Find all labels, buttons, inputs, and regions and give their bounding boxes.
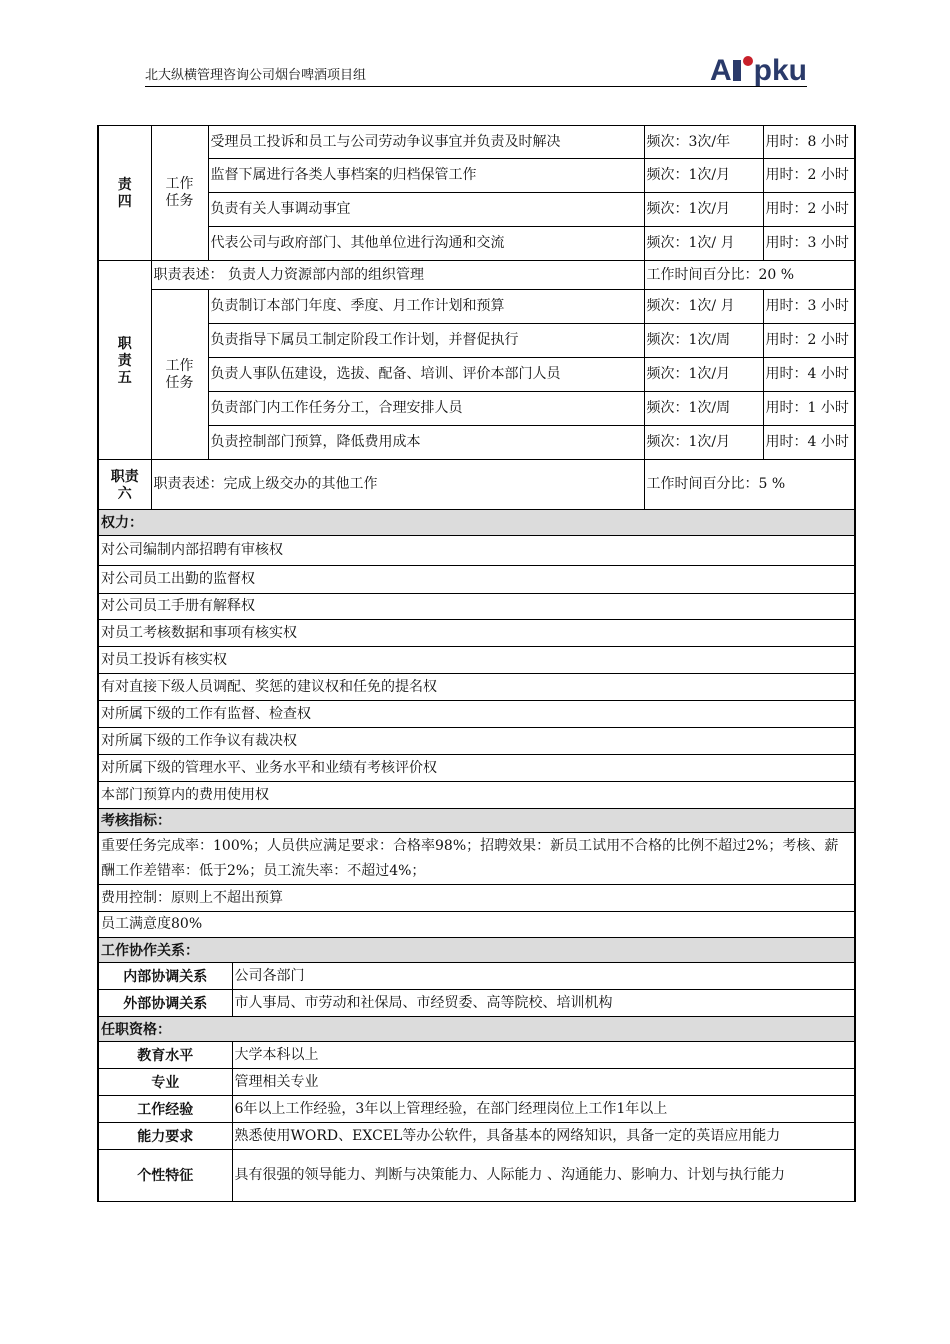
duty5-description: 职责表述： 负责人力资源部内部的组织管理 [151,261,644,290]
internal-coordination-value: 公司各部门 [232,963,855,990]
power-item [98,728,855,755]
duty4-task-text: 监督下属进行各类人事档案的归档保管工作 [208,159,644,193]
qualification-row [98,1069,855,1096]
power-item [98,701,855,728]
duty4-task-row [98,159,855,193]
power-item [98,620,855,647]
duty4-task-row [98,193,855,227]
kpi-item [98,885,855,912]
qualification-title: 任职资格： [98,1017,855,1042]
duty5-task-row [98,324,855,358]
duty5-desc-row [98,261,855,290]
power-title: 权力： [98,510,855,536]
duty5-task-freq: 频次：1次/ 月 [644,290,763,324]
duty5-task-row [98,426,855,460]
internal-coordination-label: 内部协调关系 [98,963,232,990]
duty5-task-text: 负责制订本部门年度、季度、月工作计划和预算 [208,290,644,324]
duty4-task-freq: 频次：1次/ 月 [644,227,763,261]
duty5-task-text: 负责指导下属员工制定阶段工作计划，并督促执行 [208,324,644,358]
power-item [98,594,855,620]
duty4-task-freq: 频次：1次/月 [644,159,763,193]
duty5-task-freq: 频次：1次/周 [644,392,763,426]
kpi-item-text: 费用控制：原则上不超出预算 [98,885,855,912]
duty5-task-text: 负责部门内工作任务分工，合理安排人员 [208,392,644,426]
cooperation-section-header [98,938,855,963]
duty5-task-row [98,358,855,392]
duty4-task-freq: 频次：3次/年 [644,126,763,159]
duty6-time-percent: 工作时间百分比：5 % [644,460,855,510]
power-item [98,647,855,674]
duty5-task-time: 用时：1 小时 [763,392,855,426]
power-item [98,674,855,701]
duty5-task-text: 负责控制部门预算，降低费用成本 [208,426,644,460]
qualification-section-header [98,1017,855,1042]
power-item-text: 有对直接下级人员调配、奖惩的建议权和任免的提名权 [98,674,855,701]
duty5-task-time: 用时：3 小时 [763,290,855,324]
power-item [98,566,855,594]
major-value: 管理相关专业 [232,1069,855,1096]
duty5-task-label: 工作任务 [151,290,208,460]
power-item-text: 对所属下级的工作有监督、检查权 [98,701,855,728]
duty6-description: 职责表述：完成上级交办的其他工作 [151,460,644,510]
duty4-task-text: 受理员工投诉和员工与公司劳动争议事宜并负责及时解决 [208,126,644,159]
duty4-task-freq: 频次：1次/月 [644,193,763,227]
power-item-text: 本部门预算内的费用使用权 [98,782,855,809]
major-label: 专业 [98,1069,232,1096]
duty6-row [98,460,855,510]
duty5-time-percent: 工作时间百分比：20 % [644,261,855,290]
ability-label: 能力要求 [98,1123,232,1150]
kpi-item [98,912,855,938]
power-item-text: 对所属下级的管理水平、业务水平和业绩有考核评价权 [98,755,855,782]
duty5-task-time: 用时：4 小时 [763,426,855,460]
job-description-table [97,125,856,1202]
external-coordination-label: 外部协调关系 [98,990,232,1017]
kpi-title: 考核指标： [98,809,855,833]
duty4-task-time: 用时：3 小时 [763,227,855,261]
cooperation-row [98,990,855,1017]
ability-value: 熟悉使用WORD、EXCEL等办公软件，具备基本的网络知识，具备一定的英语应用能力 [232,1123,855,1150]
page-header [145,54,807,87]
education-label: 教育水平 [98,1042,232,1069]
qualification-row [98,1150,855,1202]
duty5-task-time: 用时：2 小时 [763,324,855,358]
duty5-task-freq: 频次：1次/周 [644,324,763,358]
kpi-item-text: 员工满意度80% [98,912,855,938]
external-coordination-value: 市人事局、市劳动和社保局、市经贸委、高等院校、培训机构 [232,990,855,1017]
duty5-task-row [98,392,855,426]
power-section-header [98,510,855,536]
cooperation-title: 工作协作关系： [98,938,855,963]
duty4-task-time: 用时：8 小时 [763,126,855,159]
experience-value: 6年以上工作经验，3年以上管理经验，在部门经理岗位上工作1年以上 [232,1096,855,1123]
kpi-item-text: 重要任务完成率：100%；人员供应满足要求：合格率98%；招聘效果：新员工试用不合格的比例不超过2%；考核、薪酬工作差错率：低于2%；员工流失率：不超过4%； [98,833,855,885]
power-item [98,755,855,782]
personality-value: 具有很强的领导能力、判断与决策能力、人际能力 、沟通能力、影响力、计划与执行能力 [232,1150,855,1202]
alpku-logo: A pku [709,54,807,87]
experience-label: 工作经验 [98,1096,232,1123]
duty5-task-freq: 频次：1次/月 [644,426,763,460]
personality-label: 个性特征 [98,1150,232,1202]
education-value: 大学本科以上 [232,1042,855,1069]
duty4-task-row [98,227,855,261]
duty5-task-time: 用时：4 小时 [763,358,855,392]
duty5-task-row [98,290,855,324]
duty4-task-text: 代表公司与政府部门、其他单位进行沟通和交流 [208,227,644,261]
duty6-label: 职责六 [98,460,151,510]
cooperation-row [98,963,855,990]
duty4-task-time: 用时：2 小时 [763,159,855,193]
kpi-item [98,833,855,885]
power-item-text: 对公司员工手册有解释权 [98,594,855,620]
power-item-text: 对公司员工出勤的监督权 [98,566,855,594]
duty4-task-row [98,126,855,159]
company-name: 北大纵横管理咨询公司烟台啤酒项目组 [145,68,367,83]
duty4-task-time: 用时：2 小时 [763,193,855,227]
duty4-task-text: 负责有关人事调动事宜 [208,193,644,227]
power-item-text: 对员工投诉有核实权 [98,647,855,674]
power-item-text: 对员工考核数据和事项有核实权 [98,620,855,647]
duty4-task-label: 工作任务 [151,126,208,261]
duty4-label: 责四 [98,126,151,261]
duty5-task-text: 负责人事队伍建设，选拔、配备、培训、评价本部门人员 [208,358,644,392]
power-item-text: 对所属下级的工作争议有裁决权 [98,728,855,755]
duty5-task-freq: 频次：1次/月 [644,358,763,392]
power-item [98,782,855,809]
kpi-section-header [98,809,855,833]
qualification-row [98,1123,855,1150]
power-item-text: 对公司编制内部招聘有审核权 [98,536,855,566]
qualification-row [98,1096,855,1123]
duty5-label: 职责五 [98,261,151,460]
power-item [98,536,855,566]
qualification-row [98,1042,855,1069]
